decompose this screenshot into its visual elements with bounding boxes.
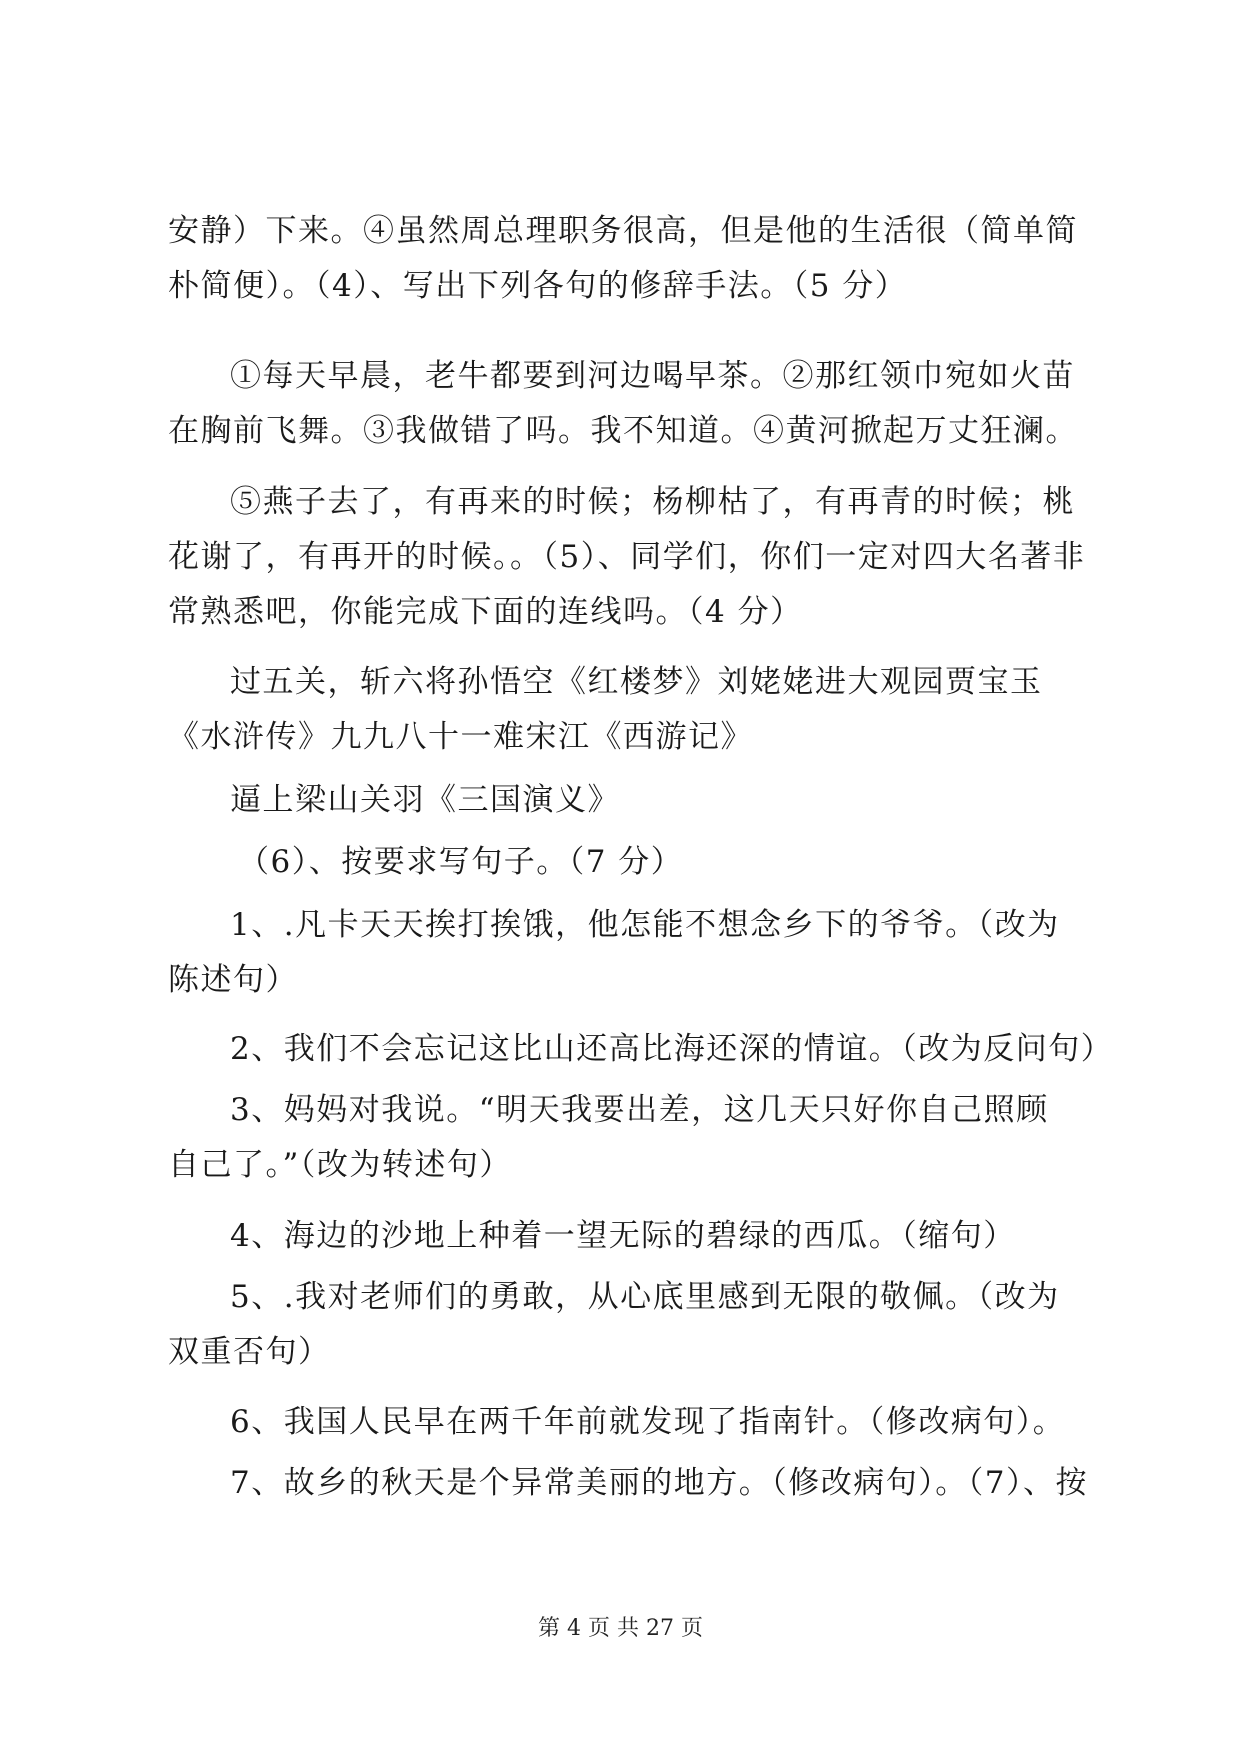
text-line: 自己了。”（改为转述句） xyxy=(168,1147,512,1183)
text-line: 2、我们不会忘记这比山还高比海还深的情谊。（改为反问句） xyxy=(230,1031,1114,1067)
text-line: 3、妈妈对我说。“明天我要出差，这几天只好你自己照顾 xyxy=(230,1092,1049,1128)
text-line: 安静）下来。④虽然周总理职务很高，但是他的生活很（简单简 xyxy=(168,213,1078,249)
text-line: 常熟悉吧，你能完成下面的连线吗。（4 分） xyxy=(168,594,803,630)
text-line: 朴简便）。（4）、写出下列各句的修辞手法。（5 分） xyxy=(168,268,908,304)
text-line: 双重否句） xyxy=(168,1334,331,1370)
text-line: 6、我国人民早在两千年前就发现了指南针。（修改病句）。 xyxy=(230,1404,1066,1440)
text-line: 5、.我对老师们的勇敢，从心底里感到无限的敬佩。（改为 xyxy=(230,1279,1060,1315)
text-line: 逼上梁山关羽《三国演义》 xyxy=(230,782,620,818)
text-line: 陈述句） xyxy=(168,962,298,998)
text-line: 在胸前飞舞。③我做错了吗。我不知道。④黄河掀起万丈狂澜。 xyxy=(168,413,1078,449)
page-number-footer: 第 4 页 共 27 页 xyxy=(538,1616,703,1641)
text-line: 花谢了，有再开的时候。。（5）、同学们，你们一定对四大名著非 xyxy=(168,539,1086,575)
text-line: 4、海边的沙地上种着一望无际的碧绿的西瓜。（缩句） xyxy=(230,1218,1016,1254)
text-line: 过五关，斩六将孙悟空《红楼梦》刘姥姥进大观园贾宝玉 xyxy=(230,664,1043,700)
text-line: ⑤燕子去了，有再来的时候；杨柳枯了，有再青的时候；桃 xyxy=(230,484,1075,520)
section-heading: （6）、按要求写句子。（7 分） xyxy=(238,844,684,880)
text-line: 7、故乡的秋天是个异常美丽的地方。（修改病句）。（7）、按 xyxy=(230,1465,1088,1501)
text-line: ①每天早晨，老牛都要到河边喝早茶。②那红领巾宛如火苗 xyxy=(230,358,1075,394)
text-line: 1、.凡卡天天挨打挨饿，他怎能不想念乡下的爷爷。（改为 xyxy=(230,907,1060,943)
text-line: 《水浒传》九九八十一难宋江《西游记》 xyxy=(168,719,753,755)
